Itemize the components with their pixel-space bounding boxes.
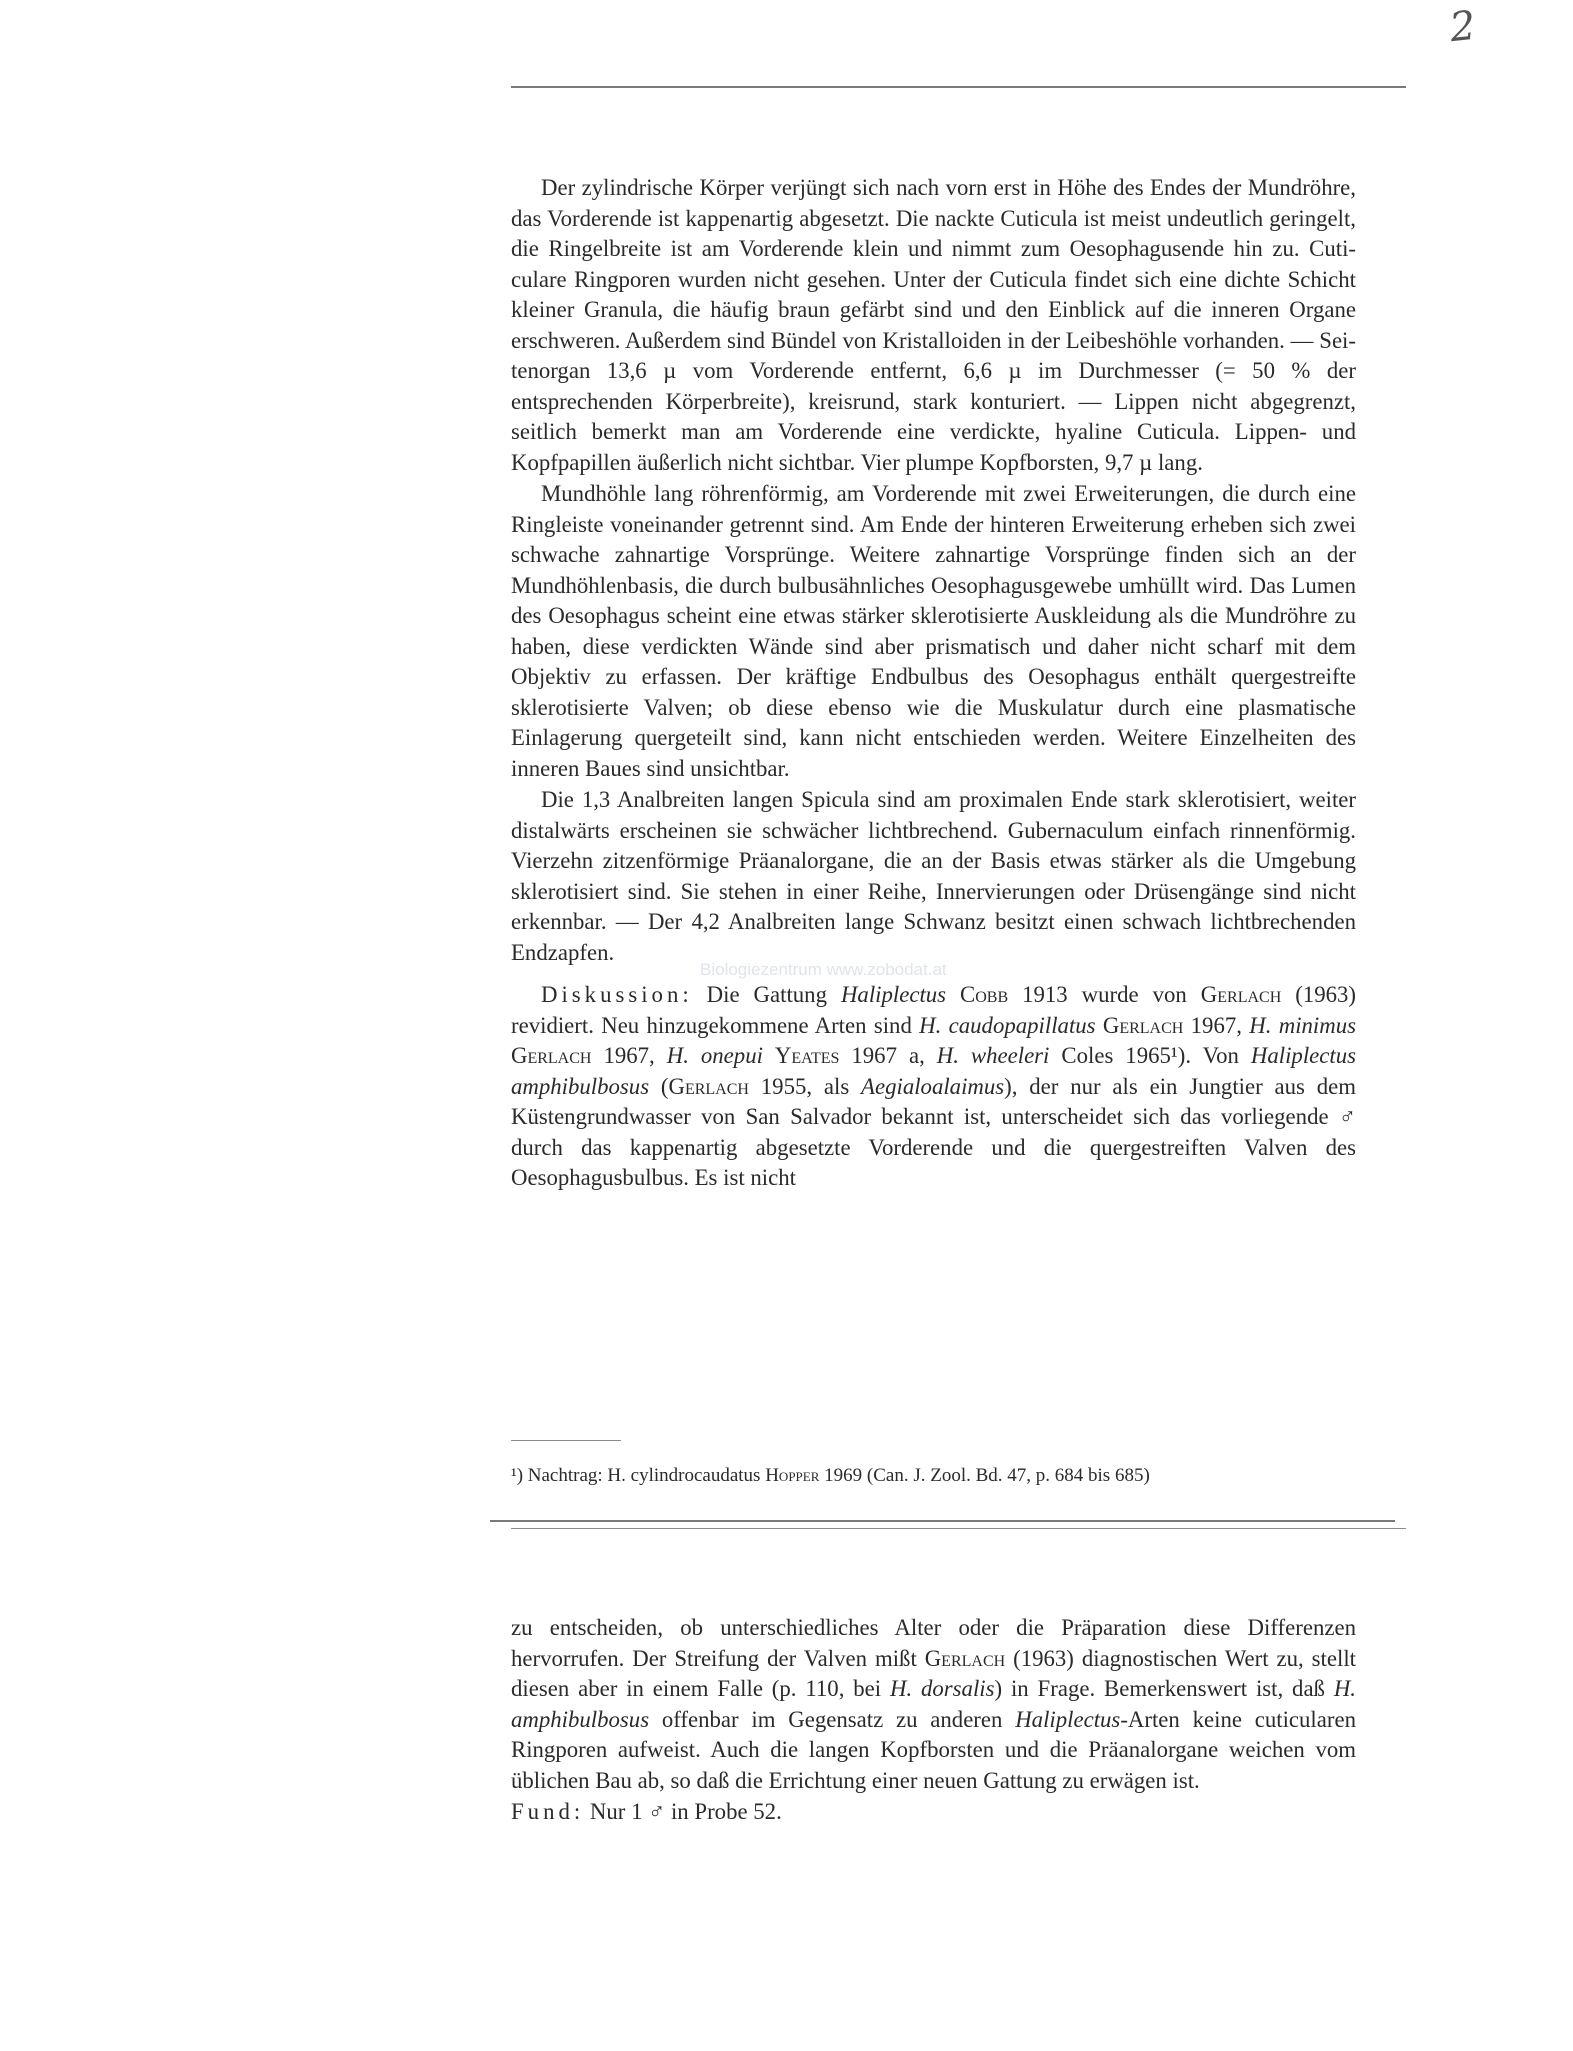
author-name: Gerlach <box>511 1043 592 1068</box>
paragraph-discussion: Diskussion: Die Gattung Haliplectus Cobb 1913 wurde von Gerlach (1963) revidiert. Neu hinzugekommene Arten sind H. caudopapillatus Gerlach 1967, H. minimus Gerlach 1967, H. onepui Yeates 1967 a, H. wheeleri Coles 1965¹). Von Haliplectus amphibulbosus (Gerlach 1955, als Aegialoalaimus), der nur als ein Jungtier aus dem Küstengrundwasser von San Salvador bekannt ist, unterscheidet sich das vorliegende ♂ durch das kappenartig abgesetzte Vorderende und die quergestreiften Valven des Oesophagusbulbus. Es ist nicht <box>511 982 1357 1190</box>
continuation-section <box>511 1613 1356 1828</box>
author-name: Gerlach <box>1102 1012 1184 1038</box>
author-name: Gerlach <box>924 1645 1006 1671</box>
footnote: ¹) Nachtrag: H. cylindrocaudatus Hopper 1969 (Can. J. Zool. Bd. 47, p. 684 bis 685) <box>511 1465 1150 1486</box>
genus-name: Haliplectus <box>840 982 947 1007</box>
author-name: Gerlach <box>668 1073 749 1099</box>
species-name: H. dorsalis <box>889 1676 995 1701</box>
genus-name: Aegialoalaimus <box>861 1073 1005 1099</box>
watermark: Biologiezentrum www.zobodat.at <box>700 960 947 979</box>
discussion-heading: Diskussion: <box>541 982 693 1007</box>
species-name: H. minimus <box>1249 1012 1357 1038</box>
corner-handwritten-mark: 2 <box>1447 2 1478 52</box>
fund-heading: Fund: <box>511 1799 585 1824</box>
paragraph-continuation: zu entscheiden, ob unterschiedliches Alter oder die Präparation diese Differenzen hervorrufen. Der Streifung der Valven mißt Gerlach (1963) diagnostischen Wert zu, stellt diesen aber in einem Falle (p. 110, bei H. dorsalis) in Frage. Bemerkenswert ist, daß H. amphibulbosus offenbar im Gegensatz zu anderen Haliplectus-Arten keine cuticularen Ringporen aufweist. Auch die langen Kopfborsten und die Präanalorgane weichen vom üblichen Bau ab, so daß die Errichtung einer neuen Gattung zu erwägen ist. <box>511 1615 1356 1793</box>
species-name: H. wheeleri <box>936 1043 1050 1068</box>
page-bottom-rule <box>490 1520 1395 1522</box>
author-name: Gerlach <box>1200 982 1282 1007</box>
species-name: Haliplectus amphibulbosus <box>511 1043 1356 1099</box>
genus-name: Haliplectus <box>1015 1706 1121 1732</box>
author-name: Cobb <box>960 982 1009 1007</box>
paragraph-spicula: Die 1,3 Analbreiten langen Spicula sind am proximalen Ende stark sklerotisiert, weiter distalwärts erscheinen sie schwächer lichtbrechend. Gubernaculum einfach rinnenförmig. Vierzehn zitzenförmige Präanalorgane, die an der Basis etwas stärker als die Umgebung sklerotisiert sind. Sie stehen in einer Reihe, Innervierungen oder Drüsengänge sind nicht erkennbar. — Der 4,2 Analbreiten lange Schwanz besitzt einen schwach lichtbrechenden Endzapfen. <box>511 787 1356 965</box>
description-section <box>511 173 1356 1194</box>
species-name: H. caudopapillatus <box>919 1012 1096 1038</box>
species-name: H. amphibulbosus <box>511 1676 1356 1732</box>
paragraph-fund: Fund: Nur 1 ♂ in Probe 52. <box>511 1799 782 1824</box>
author-name: Yeates <box>774 1043 840 1068</box>
page-bottom-rule-2 <box>511 1528 1406 1529</box>
top-rule <box>511 86 1406 88</box>
species-name: H. onepui <box>666 1043 763 1068</box>
author-name: Hopper <box>765 1465 820 1486</box>
paragraph-mouth-oesophagus: Mundhöhle lang röhrenförmig, am Vorderende mit zwei Erweiterungen, die durch eine Ringleiste voneinander getrennt sind. Am Ende der hinteren Erweiterung erheben sich zwei schwache zahnartige Vorsprünge. Weitere zahnartige Vorsprünge finden sich an der Mundhöhlenbasis, die durch bulbusähnliches Oesophagusgewebe umhüllt wird. Das Lumen des Oesophagus scheint eine etwas stärker sklerotisierte Auskleidung als die Mundröhre zu haben, diese verdickten Wände sind aber prismatisch und daher nicht scharf mit dem Objektiv zu erfassen. Der kräftige Endbulbus des Oesophagus enthält quergestreifte sklerotisierte Valven; ob diese ebenso wie die Muskulatur durch eine plasmatische Einlagerung quergeteilt sind, kann nicht entschieden werden. Weitere Einzelheiten des inneren Baues sind unsichtbar. <box>511 481 1356 781</box>
footnote-separator <box>511 1440 621 1441</box>
paragraph-body-morphology: Der zylindrische Körper verjüngt sich nach vorn erst in Höhe des Endes der Mundröhre, das Vorderende ist kappenartig abgesetzt. Die nackte Cuticula ist meist undeutlich geringelt, die Ringelbreite ist am Vorderende klein und nimmt zum Oesophagusende hin zu. Cuticulare Ringporen wurden nicht gesehen. Unter der Cuticula findet sich eine dichte Schicht kleiner Granula, die häufig braun gefärbt sind und den Einblick auf die inneren Organe erschweren. Außerdem sind Bündel von Kristalloiden in der Leibeshöhle vorhanden. — Seitenorgan 13,6 µ vom Vorderende entfernt, 6,6 µ im Durchmesser (= 50 % der entsprechenden Körperbreite), kreisrund, stark konturiert. — Lippen nicht abgegrenzt, seitlich bemerkt man am Vorderende eine verdickte, hyaline Cuticula. Lippen- und Kopfpapillen äußerlich nicht sichtbar. Vier plumpe Kopfborsten, 9,7 µ lang. <box>511 175 1356 475</box>
